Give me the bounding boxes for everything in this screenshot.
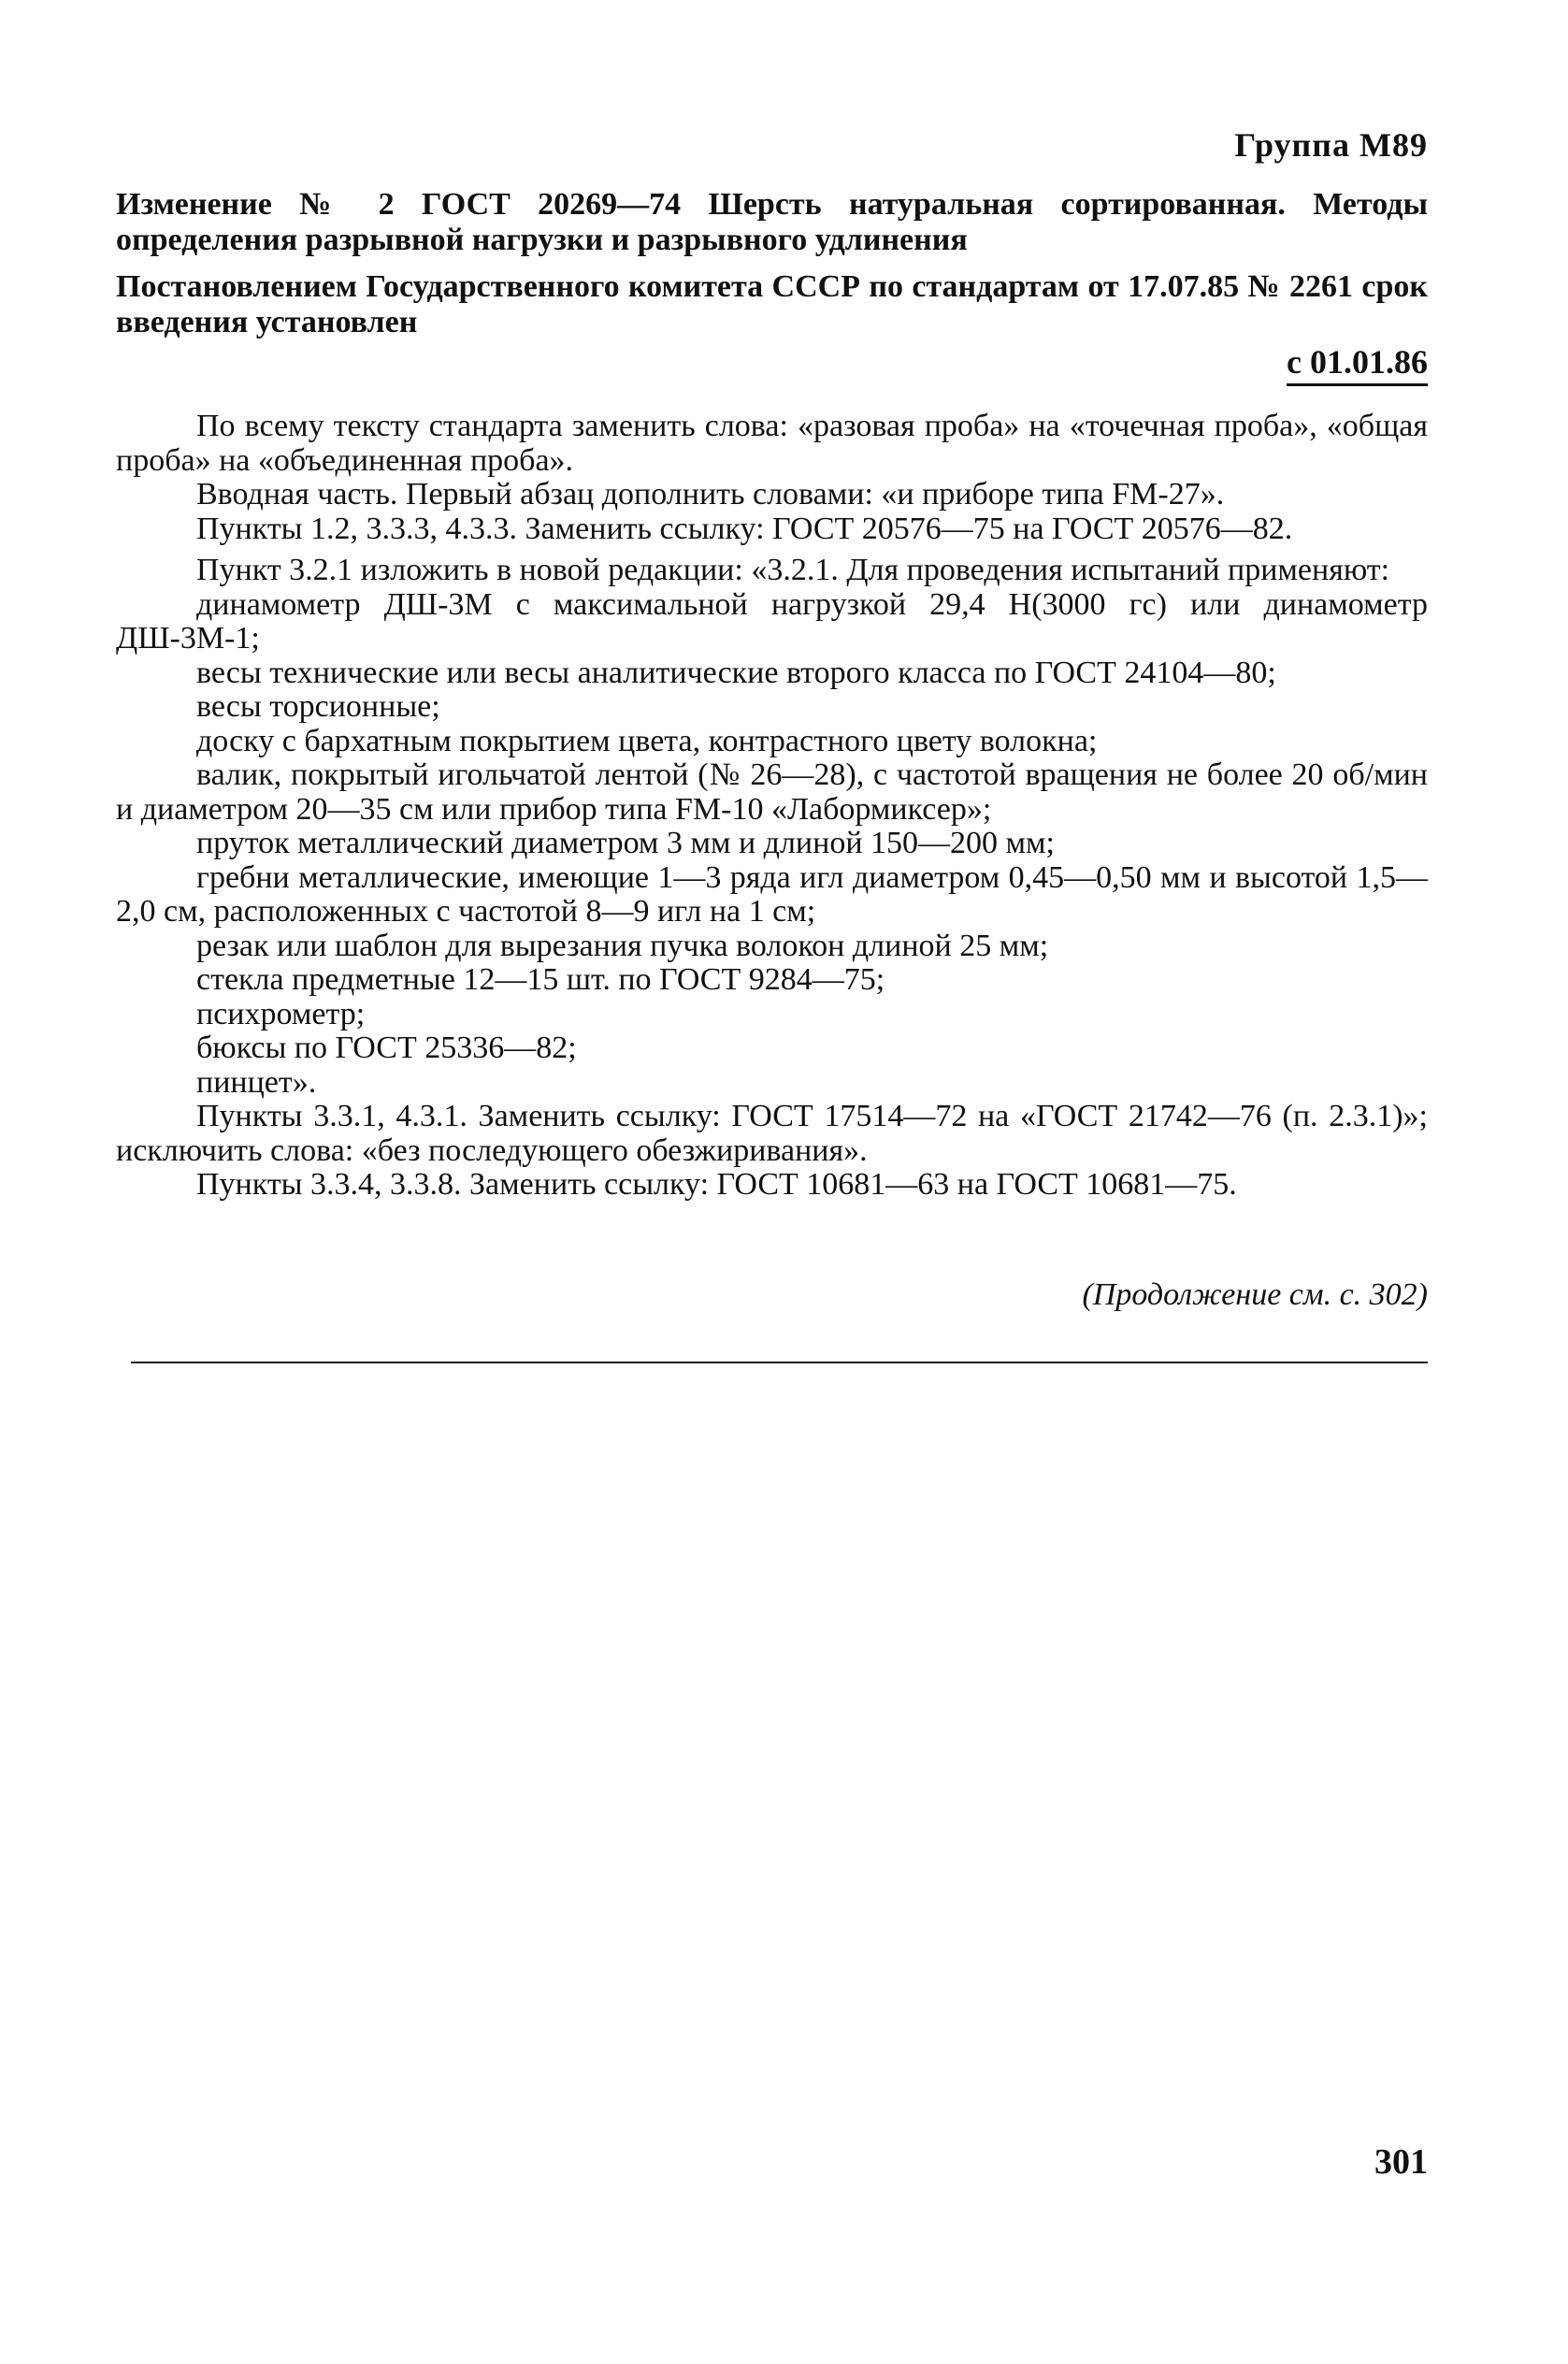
paragraph: Пункты 1.2, 3.3.3, 4.3.3. Заменить ссылку: ГОСТ 20576—75 на ГОСТ 20576—82. [196, 511, 1293, 546]
decree-statement: Постановлением Государственного комитета СССР по стандартам от 17.07.85 № 2261 срок введения установлен [116, 269, 1428, 339]
list-item: доску с бархатным покрытием цвета, контрастного цвету волокна; [196, 723, 1098, 758]
paragraph: Пункты 3.3.1, 4.3.1. Заменить ссылку: ГОСТ 17514—72 на «ГОСТ 21742—76 (п. 2.3.1)»; исключить слова: «без последующего обезжиривания». [116, 1099, 1428, 1168]
paragraph: Пункт 3.2.1 изложить в новой редакции: «3.2.1. Для проведения испытаний применяют: [196, 553, 1390, 587]
group-label: Группа М89 [1234, 126, 1428, 164]
amendment-body [116, 410, 1428, 1203]
list-item: гребни металлические, имеющие 1—3 ряда игл диаметром 0,45—0,50 мм и высотой 1,5—2,0 см, расположенных с частотой 8—9 игл на 1 см; [116, 859, 1428, 929]
paragraph: По всему тексту стандарта заменить слова: «разовая проба» на «точечная проба», «общая проба» на «объединенная проба». [116, 409, 1428, 478]
list-item: весы технические или весы аналитические второго класса по ГОСТ 24104—80; [196, 655, 1276, 690]
list-item: динамометр ДШ-3М с максимальной нагрузкой 29,4 Н(3000 гс) или динамометр ДШ-3М-1; [116, 586, 1428, 656]
list-item: валик, покрытый игольчатой лентой (№ 26—28), с частотой вращения не более 20 об/мин и диаметром 20—35 см или прибор типа FM-10 «Лабормиксер»; [116, 757, 1428, 827]
paragraph: Вводная часть. Первый абзац дополнить словами: «и приборе типа FM-27». [196, 477, 1225, 512]
effective-date: с 01.01.86 [1287, 342, 1428, 386]
page-number: 301 [1374, 2142, 1428, 2182]
list-item: психрометр; [196, 996, 366, 1031]
amendment-title: Изменение № 2 ГОСТ 20269—74 Шерсть натуральная сортированная. Методы определения разрывной нагрузки и разрывного удлинения [116, 187, 1428, 257]
list-item: пруток металлический диаметром 3 мм и длиной 150—200 мм; [196, 826, 1055, 860]
list-item: резак или шаблон для вырезания пучка волокон длиной 25 мм; [196, 928, 1049, 963]
paragraph: Пункты 3.3.4, 3.3.8. Заменить ссылку: ГОСТ 10681—63 на ГОСТ 10681—75. [196, 1167, 1237, 1202]
list-item: пинцет». [196, 1064, 317, 1100]
list-item: стекла предметные 12—15 шт. по ГОСТ 9284—75; [196, 962, 885, 997]
list-item: бюксы по ГОСТ 25336—82; [196, 1031, 577, 1065]
list-item: весы торсионные; [196, 689, 440, 724]
footer-divider [131, 1362, 1428, 1363]
continuation-note: (Продолжение см. с. 302) [1082, 1277, 1428, 1312]
